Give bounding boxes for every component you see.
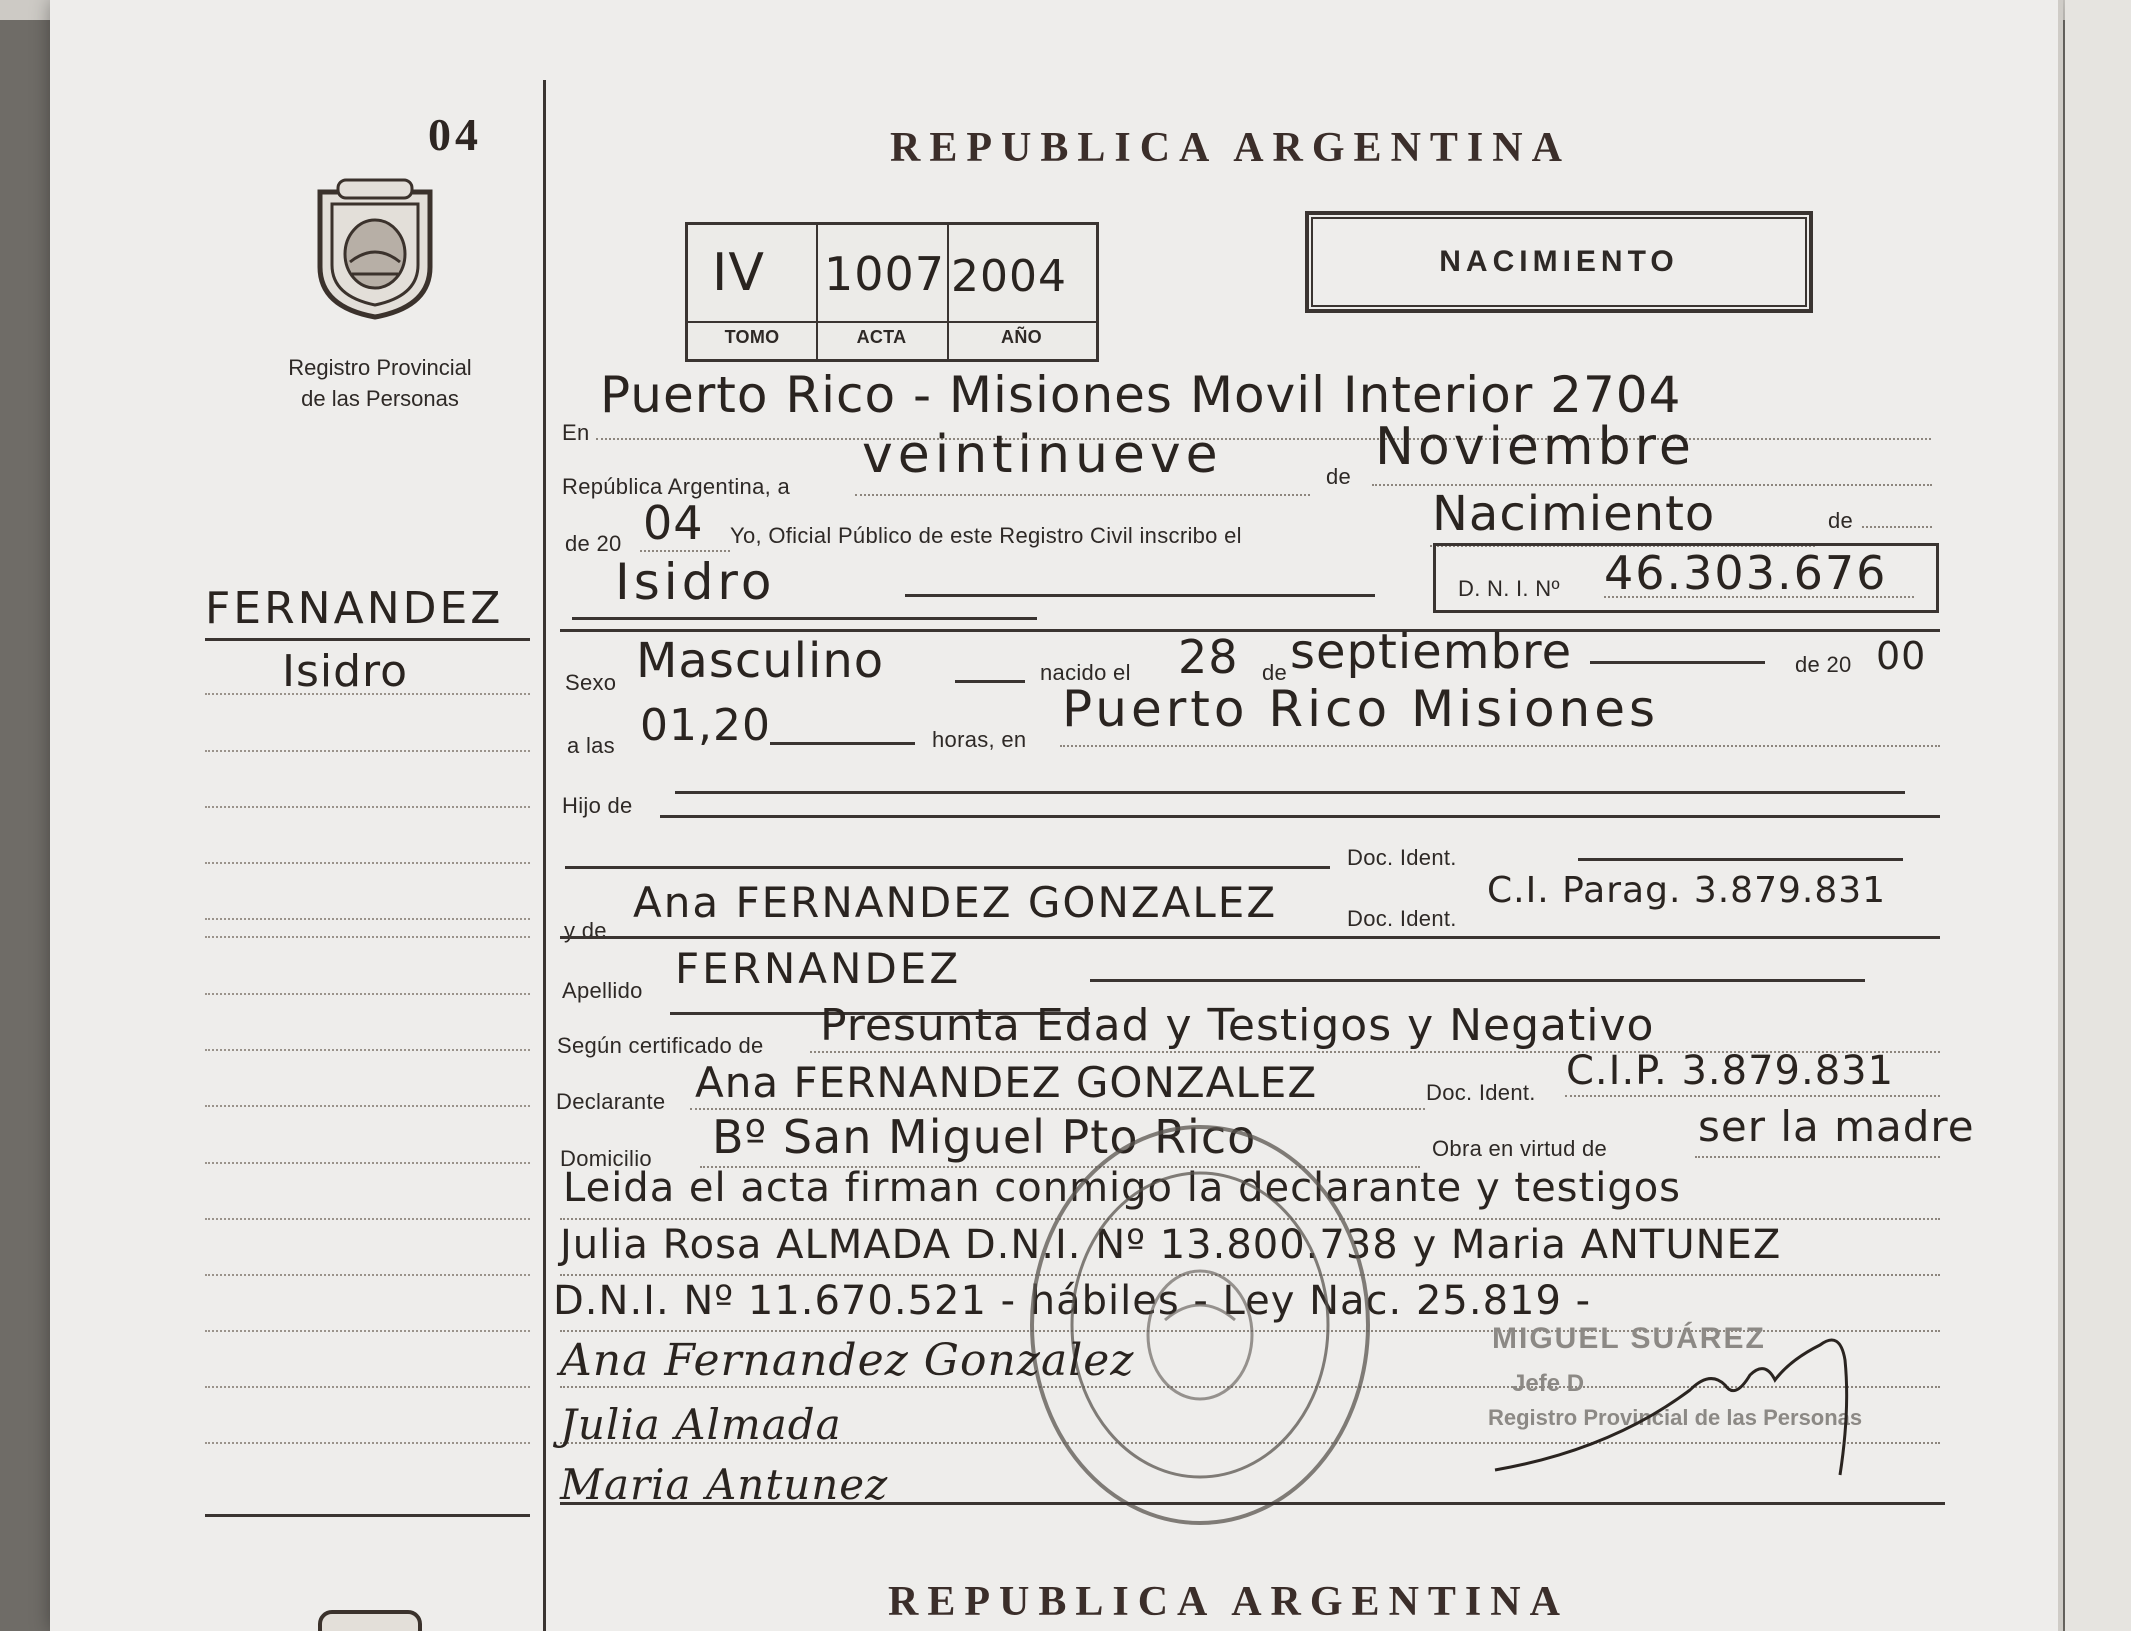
field-line <box>660 815 1940 818</box>
certificate-type-box <box>1305 211 1813 313</box>
label-de-2: de <box>1828 508 1854 533</box>
margin-rule <box>205 918 530 920</box>
field-line <box>640 550 730 552</box>
anio-value: 2004 <box>951 251 1067 302</box>
next-page-edge <box>2065 0 2131 1631</box>
label-doc-ident-declarante: Doc. Ident. <box>1426 1080 1536 1105</box>
label-republica: República Argentina, a <box>562 474 790 499</box>
margin-rule <box>205 1162 530 1164</box>
field-line <box>560 629 1940 632</box>
value-declarante-doc: C.I.P. 3.879.831 <box>1566 1048 1895 1094</box>
field-line <box>1604 596 1914 598</box>
value-lugar: Puerto Rico - Misiones Movil Interior 2704 <box>600 366 1682 424</box>
record-box <box>685 222 1099 362</box>
margin-rule <box>205 693 530 695</box>
field-line <box>905 594 1375 597</box>
value-hora: 01,20 <box>640 700 771 751</box>
margin-rule <box>205 1049 530 1051</box>
value-dia-nacimiento: 28 <box>1178 630 1239 684</box>
footer-country-title: REPUBLICA ARGENTINA <box>888 1579 1569 1625</box>
field-line <box>770 742 915 745</box>
margin-rule <box>205 1442 530 1444</box>
field-line <box>1695 1156 1940 1158</box>
label-horas-en: horas, en <box>932 727 1027 752</box>
label-doc-ident-madre: Doc. Ident. <box>1347 906 1457 931</box>
province-seal-logo-bottom <box>310 1606 430 1631</box>
value-mes-nacimiento: septiembre <box>1290 624 1573 680</box>
field-line <box>560 1502 1945 1505</box>
label-yo-oficial: Yo, Oficial Público de este Registro Civil inscribo el <box>730 523 1242 548</box>
label-en: En <box>562 420 590 445</box>
signature-1: Ana Fernandez Gonzalez <box>560 1335 1135 1386</box>
observation-line: Leida el acta firman conmigo la declarante y testigos <box>563 1165 1682 1211</box>
tomo-value: IV <box>712 243 765 303</box>
value-anio-nacimiento: 00 <box>1876 634 1927 678</box>
margin-rule <box>205 1274 530 1276</box>
margin-rule <box>205 1105 530 1107</box>
field-line <box>572 617 1037 620</box>
margin-rule <box>205 1330 530 1332</box>
field-line <box>596 438 1931 440</box>
field-line <box>955 680 1025 683</box>
field-line <box>1565 1095 1940 1097</box>
registry-name <box>240 352 520 414</box>
value-mes-registro: Noviembre <box>1375 417 1695 477</box>
value-dia-registro: veintinueve <box>862 425 1223 485</box>
value-declarante: Ana FERNANDEZ GONZALEZ <box>695 1058 1318 1107</box>
value-anio-registro: 04 <box>643 496 704 550</box>
country-title: REPUBLICA ARGENTINA <box>890 125 1571 171</box>
field-line <box>675 791 1905 794</box>
margin-rule <box>205 1386 530 1388</box>
column-divider <box>543 80 546 1631</box>
label-de: de <box>1326 464 1352 489</box>
value-segun-certificado: Presunta Edad y Testigos y Negativo <box>820 1000 1655 1051</box>
signature-2: Julia Almada <box>560 1400 842 1449</box>
margin-rule <box>205 638 530 641</box>
official-office: Registro Provincial de las Personas <box>1488 1405 1863 1430</box>
registry-seal-stamp <box>1025 1120 1375 1530</box>
margin-rule <box>205 936 530 938</box>
label-doc-ident-padre: Doc. Ident. <box>1347 845 1457 870</box>
margin-rule <box>205 806 530 808</box>
field-line <box>1090 979 1865 982</box>
field-line <box>565 866 1330 869</box>
value-tipo-acta: Nacimiento <box>1432 486 1716 542</box>
margin-rule <box>205 1514 530 1517</box>
page-fold <box>2058 0 2063 1631</box>
value-nombre: Isidro <box>615 553 776 611</box>
official-name: MIGUEL SUÁREZ <box>1492 1322 1766 1355</box>
label-dni: D. N. I. Nº <box>1458 576 1560 601</box>
margin-rule <box>205 750 530 752</box>
registry-line-1: Registro Provincial <box>288 355 472 380</box>
value-dni: 46.303.676 <box>1604 546 1888 600</box>
label-a-las: a las <box>567 733 615 758</box>
field-line <box>1578 858 1903 861</box>
label-domicilio: Domicilio <box>560 1146 652 1171</box>
field-line <box>1862 526 1932 528</box>
margin-rule <box>205 1218 530 1220</box>
label-hijo-de: Hijo de <box>562 793 633 818</box>
field-line <box>1590 661 1765 664</box>
certificate-type: NACIMIENTO <box>1439 245 1679 278</box>
margin-rule <box>205 993 530 995</box>
label-y-de: y de <box>564 918 607 943</box>
label-de-3: de <box>1262 660 1288 685</box>
margin-given-name: Isidro <box>282 646 409 697</box>
value-madre: Ana FERNANDEZ GONZALEZ <box>633 878 1278 927</box>
margin-rule <box>205 862 530 864</box>
anio-label: AÑO <box>1001 327 1042 347</box>
label-de-20: de 20 <box>565 531 622 556</box>
page-number: 04 <box>428 109 482 160</box>
signature-3: Maria Antunez <box>560 1460 889 1509</box>
label-de-200: de 20 <box>1795 652 1852 677</box>
observation-line: Julia Rosa ALMADA D.N.I. Nº 13.800.738 y Maria ANTUNEZ <box>560 1222 1782 1268</box>
observation-line: D.N.I. Nº 11.670.521 - hábiles - Ley Nac. 25.819 - <box>553 1278 1592 1324</box>
field-line <box>560 936 1940 939</box>
dni-box <box>1433 543 1939 613</box>
label-nacido-el: nacido el <box>1040 660 1131 685</box>
value-madre-doc: C.I. Parag. 3.879.831 <box>1487 870 1887 911</box>
acta-label: ACTA <box>856 327 907 347</box>
label-sexo: Sexo <box>565 670 617 695</box>
official-title: Jefe D <box>1512 1370 1585 1397</box>
field-line <box>855 494 1310 496</box>
margin-surname: FERNANDEZ <box>205 583 504 634</box>
value-lugar-nacimiento: Puerto Rico Misiones <box>1062 680 1660 738</box>
label-declarante: Declarante <box>556 1089 666 1114</box>
field-line <box>1060 745 1940 747</box>
value-obra-en-virtud: ser la madre <box>1698 1102 1975 1151</box>
value-apellido: FERNANDEZ <box>675 944 962 993</box>
acta-value: 1007 <box>824 247 946 301</box>
label-obra-en-virtud: Obra en virtud de <box>1432 1136 1608 1161</box>
official-signature-icon <box>1490 1300 1870 1480</box>
registry-line-2: de las Personas <box>301 386 459 411</box>
label-apellido: Apellido <box>562 978 643 1003</box>
tomo-label: TOMO <box>724 327 780 347</box>
value-sexo: Masculino <box>636 633 885 689</box>
label-segun-certificado: Según certificado de <box>557 1033 764 1058</box>
value-domicilio: Bº San Miguel Pto Rico <box>712 1110 1257 1164</box>
province-seal-logo <box>300 172 450 322</box>
